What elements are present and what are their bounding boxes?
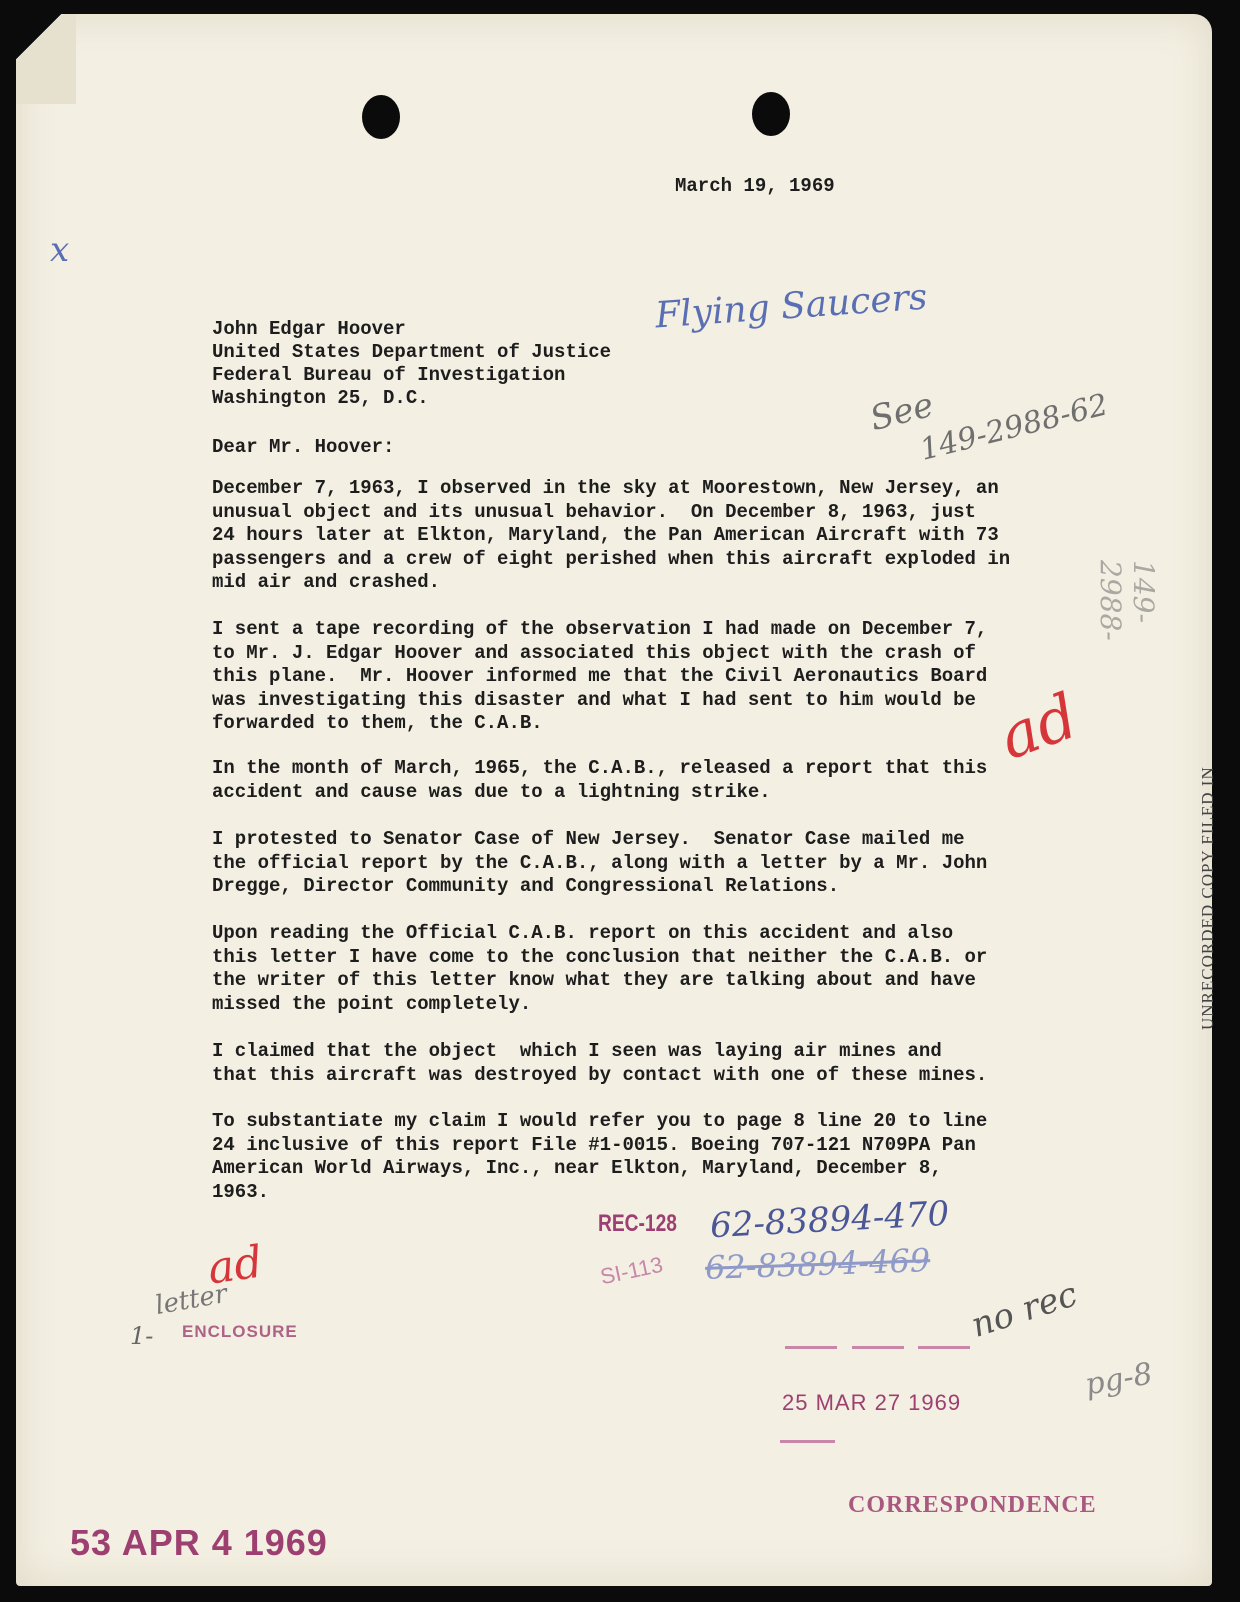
text-line: forwarded to them, the C.A.B. [212,712,543,734]
handwritten-no-rec: no rec [966,1274,1083,1346]
received-date-stamp: 25 MAR 27 1969 [782,1390,962,1415]
text-line: this letter I have come to the conclusion that neither the C.A.B. or [212,945,988,968]
text-line: the official report by the C.A.B., along with a letter by a Mr. John [212,851,988,874]
paragraph-2 [212,618,987,736]
text-line: Upon reading the Official C.A.B. report on this accident and also [212,922,954,944]
handwritten-flying-saucers: Flying Saucers [653,276,929,337]
paragraph-6 [212,1040,987,1087]
correspondence-stamp: CORRESPONDENCE [848,1492,1097,1518]
address-line: John Edgar Hoover [212,318,406,340]
handwritten-side-reference: 149-2988- [1094,560,1160,641]
stamp-dash [918,1346,970,1349]
folded-corner [16,14,76,104]
text-line: to Mr. J. Edgar Hoover and associated this object with the crash of [212,641,976,664]
stamp-dash [780,1440,835,1443]
paragraph-3 [212,757,987,804]
margin-handwriting: x [50,230,70,270]
handwritten-initials-red: ad [989,679,1087,774]
text-line: I sent a tape recording of the observation I had made on December 7, [212,618,988,640]
text-line: American World Airways, Inc., near Elkton, Maryland, December 8, [212,1157,942,1179]
text-line: 1963. [212,1180,270,1203]
letter-date: March 19, 1969 [675,175,835,197]
salutation: Dear Mr. Hoover: [212,436,395,458]
text-line: In the month of March, 1965, the C.A.B., released a report that this [212,757,988,779]
handwritten-initials-bottom: ad [204,1236,266,1295]
text-line: unusual object and its unusual behavior. On December 8, 1963, just [212,500,976,523]
text-line: was investigating this disaster and what I had sent to him would be [212,688,976,711]
text-line: passengers and a crew of eight perished when this aircraft exploded in [212,547,1011,570]
text-line: 24 inclusive of this report File #1-0015. Boeing 707-121 N709PA Pan [212,1133,976,1156]
stamp-dash [852,1346,904,1349]
text-line: Dregge, Director Community and Congressional Relations. [212,875,840,897]
enclosure-count: 1- [130,1322,154,1350]
text-line: accident and cause was due to a lightning strike. [212,780,771,803]
file-number-struck: 62-83894-469 [704,1241,931,1287]
file-number: 62-83894-470 [709,1193,951,1247]
enclosure-stamp: ENCLOSURE [182,1322,298,1341]
text-line: 24 hours later at Elkton, Maryland, the Pan American Aircraft with 73 [212,524,999,546]
text-line: I protested to Senator Case of New Jersey. Senator Case mailed me [212,828,965,850]
text-line: missed the point completely. [212,992,532,1015]
text-line: To substantiate my claim I would refer you to page 8 line 20 to line [212,1110,988,1132]
unrecorded-copy-stamp: UNRECORDED COPY FILED IN [1198,766,1217,1030]
rec-stamp: REC-128 [598,1210,677,1237]
text-line: mid air and crashed. [212,571,441,593]
handwritten-cross-reference: 149-2988-62 [916,387,1112,468]
stamp-dash [785,1346,837,1349]
address-line: Federal Bureau of Investigation [212,364,566,386]
paragraph-1 [212,477,1010,595]
punch-hole-left [362,95,400,139]
address-line: United States Department of Justice [212,341,612,363]
text-line: that this aircraft was destroyed by contact with one of these mines. [212,1063,988,1086]
bottom-date-stamp: 53 APR 4 1969 [70,1522,328,1563]
paragraph-4 [212,828,987,899]
address-line: Washington 25, D.C. [212,387,429,409]
text-line: the writer of this letter know what they are talking about and have [212,969,976,991]
paragraph-5 [212,922,987,1016]
handwritten-page-note: pg-8 [1082,1356,1156,1403]
handwritten-see: See [866,384,938,440]
handwritten-letter: letter [152,1278,230,1322]
text-line: December 7, 1963, I observed in the sky at Moorestown, New Jersey, an [212,477,999,499]
recipient-address [212,318,611,410]
text-line: I claimed that the object which I seen was laying air mines and [212,1040,942,1062]
text-line: this plane. Mr. Hoover informed me that the Civil Aeronautics Board [212,665,988,687]
si-stamp: SI-113 [597,1251,665,1290]
punch-hole-right [752,92,790,136]
paragraph-7 [212,1110,987,1204]
